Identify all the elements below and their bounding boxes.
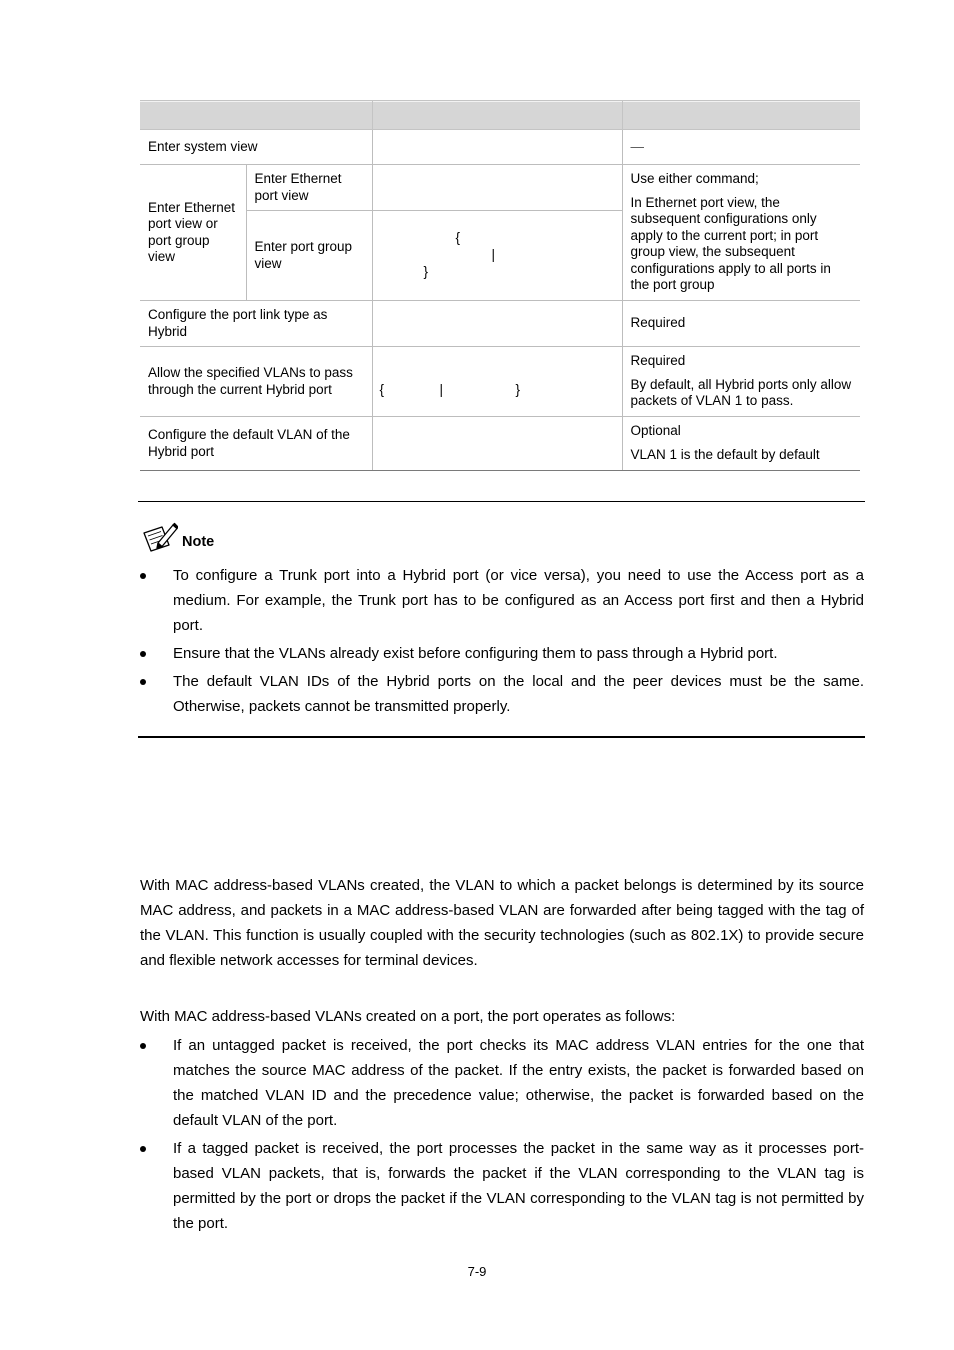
cmd-brace-open: { [379, 382, 385, 397]
body-paragraph-1: With MAC address-based VLANs created, the VLAN to which a packet belongs is determined by its source MAC address, and packets in a MAC address-based VLAN are forwarded after being tagged with the tag of the VLAN. This function is usually coupled with the security technologies (such as 802.1X) to provide secure and flexible network accesses for terminal devices. [140, 877, 864, 969]
op-ethernet-port-view: Enter Ethernet port view [246, 165, 372, 211]
list-item [140, 641, 864, 666]
config-table [140, 100, 860, 471]
table-row [140, 417, 860, 471]
table-row [140, 347, 860, 417]
cmd-pipe: | [439, 382, 444, 397]
cmd-link-type [372, 301, 622, 347]
body-paragraph-2: With MAC address-based VLANs created on a port, the port operates as follows: [140, 1008, 676, 1025]
op-port-view: Enter Ethernet port view or port group view [140, 165, 246, 301]
remarks-port-view [622, 165, 860, 301]
table-header-row [140, 101, 860, 130]
bullet-icon [140, 1043, 146, 1049]
op-allow-vlans: Allow the specified VLANs to pass through the current Hybrid port [140, 347, 372, 417]
remarks-port-view-line1: Use either command; [630, 171, 759, 186]
body-item-text: If an untagged packet is received, the port checks its MAC address VLAN entries for the one that matches the source MAC address of the packet. If the entry exists, the packet is forwarded based on the matched VLAN ID and the precedence value; otherwise, the packet is forwarded based on the default VLAN of the port. [173, 1037, 864, 1129]
remarks-default-vlan [622, 417, 860, 471]
remarks-link-type: Required [622, 301, 860, 347]
cmd-brace-open: { [455, 230, 461, 245]
bullet-icon [140, 679, 146, 685]
note-title: Note [182, 534, 215, 550]
note-item-text: The default VLAN IDs of the Hybrid ports on the local and the peer devices must be the same. Otherwise, packets cannot be transmitted properly. [173, 673, 864, 715]
header-remarks [622, 101, 860, 130]
cmd-brace-close: } [515, 382, 521, 397]
list-item [140, 563, 864, 638]
list-item [140, 1033, 864, 1133]
cmd-default-vlan [372, 417, 622, 471]
op-system-view: Enter system view [140, 130, 372, 165]
cmd-brace-close: } [423, 264, 429, 279]
bullet-icon [140, 1146, 146, 1152]
bullet-icon [140, 651, 146, 657]
cmd-port-group-view [372, 211, 622, 301]
remarks-default-vlan-line2: VLAN 1 is the default by default [630, 446, 820, 462]
cmd-pipe: | [491, 247, 496, 262]
cmd-ethernet-port-view [372, 165, 622, 211]
note-list [140, 563, 864, 719]
header-operation [140, 101, 372, 130]
body-list [140, 1033, 864, 1236]
header-command [372, 101, 622, 130]
list-item [140, 1136, 864, 1236]
op-default-vlan: Configure the default VLAN of the Hybrid port [140, 417, 372, 471]
table-row [140, 130, 860, 165]
remarks-system-view: — [622, 130, 860, 165]
note-bottom-rule [138, 736, 865, 738]
note-header [142, 519, 214, 553]
remarks-allow-vlans-line2: By default, all Hybrid ports only allow packets of VLAN 1 to pass. [630, 376, 852, 408]
note-top-rule [138, 501, 865, 502]
list-item [140, 669, 864, 719]
remarks-default-vlan-line1: Optional [630, 423, 681, 438]
remarks-port-view-line2: In Ethernet port view, the subsequent configurations only apply to the current port; in port group view, the subsequent configurations apply to all ports in the port group [630, 194, 831, 292]
op-port-group-view: Enter port group view [246, 211, 372, 301]
note-item-text: Ensure that the VLANs already exist before configuring them to pass through a Hybrid port. [173, 645, 778, 662]
remarks-allow-vlans [622, 347, 860, 417]
note-item-text: To configure a Trunk port into a Hybrid port (or vice versa), you need to use the Access port as a medium. For example, the Trunk port has to be configured as an Access port first and then a Hybrid port. [173, 567, 864, 634]
table-row [140, 165, 860, 211]
bullet-icon [140, 573, 146, 579]
page-number: 7-9 [467, 1264, 487, 1279]
note-pencil-icon [142, 521, 178, 553]
table-row [140, 301, 860, 347]
cmd-system-view [372, 130, 622, 165]
cmd-allow-vlans [372, 347, 622, 417]
remarks-allow-vlans-line1: Required [630, 353, 686, 368]
op-link-type: Configure the port link type as Hybrid [140, 301, 372, 347]
body-item-text: If a tagged packet is received, the port processes the packet in the same way as it processes port-based VLAN packets, that is, forwards the packet if the VLAN corresponding to the VLAN tag is permitted by the port or drops the packet if the VLAN corresponding to the VLAN tag is not permitted by the port. [173, 1140, 864, 1232]
